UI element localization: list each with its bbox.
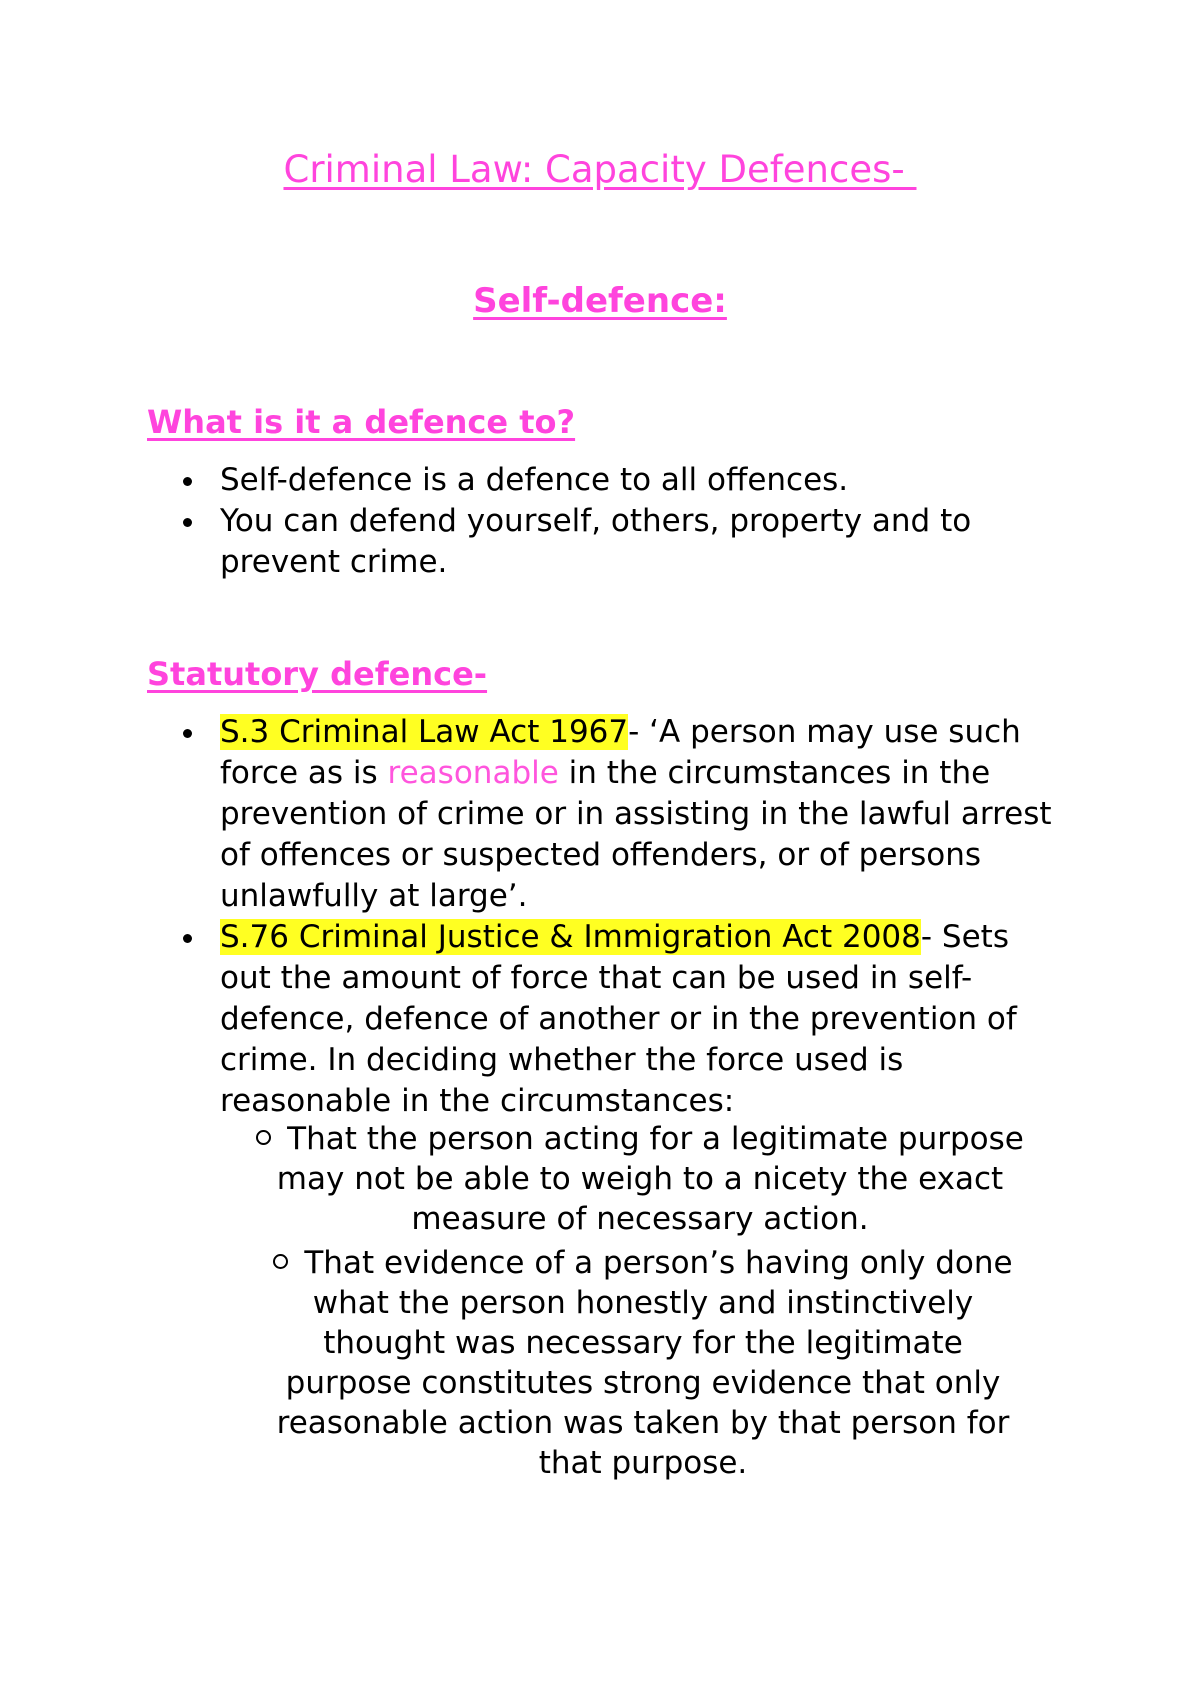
circle-bullet-icon [256, 1130, 271, 1145]
sub-item-line: purpose constitutes strong evidence that only [285, 1365, 1001, 1401]
section-title-self-defence: Self-defence: [473, 281, 727, 321]
bullet-icon [183, 729, 192, 738]
bullet-text: - Sets out the amount of force that can be used in self-defence, defence of another or in the prevention of crime. In deciding whether the force used is reasonable in the circumstances: [220, 919, 1017, 1119]
bullet-text: - ‘A person may use such force as is [220, 714, 1021, 791]
sub-item-line: reasonable action was taken by that person for [276, 1405, 1010, 1441]
document-title: Criminal Law: Capacity Defences- [283, 148, 917, 191]
sub-item-line: that purpose. [538, 1445, 748, 1481]
bullet-text: You can defend yourself, others, property and to prevent crime. [220, 503, 972, 580]
reasonable-highlight: reasonable [387, 755, 559, 791]
statute-highlight: S.76 Criminal Justice & Immigration Act 2008 [220, 919, 921, 955]
sub-item-line: thought was necessary for the legitimate [323, 1325, 963, 1361]
bullet-icon [183, 518, 192, 527]
sub-list-item [235, 1119, 1045, 1239]
heading-statutory-defence: Statutory defence- [147, 655, 488, 693]
sub-item-line: may not be able to weigh to a nicety the exact [276, 1161, 1004, 1197]
sub-item-line: measure of necessary action. [411, 1201, 869, 1237]
bullet-icon [183, 477, 192, 486]
statutory-defence-list [0, 712, 1060, 1122]
heading-what-is-it-a-defence-to: What is it a defence to? [147, 403, 576, 441]
sub-item-line: what the person honestly and instinctively [312, 1285, 974, 1321]
list-item [0, 917, 1060, 1122]
bullet-icon [183, 934, 192, 943]
circle-bullet-icon [273, 1254, 288, 1269]
list-item [0, 712, 1060, 917]
statute-highlight: S.3 Criminal Law Act 1967 [220, 714, 629, 750]
list-item [0, 501, 1060, 583]
sub-item-line: That evidence of a person’s having only done [248, 1243, 1038, 1283]
bullet-text: in the circumstances in the prevention of crime or in assisting in the lawful arrest of offences or suspected offenders, or of persons unlawfully at large’. [220, 755, 1052, 914]
sub-list-item [248, 1243, 1038, 1483]
sub-item-line: That the person acting for a legitimate purpose [235, 1119, 1045, 1159]
bullet-text: Self-defence is a defence to all offences. [220, 462, 849, 498]
defence-scope-list [0, 460, 1060, 583]
list-item [0, 460, 1060, 501]
